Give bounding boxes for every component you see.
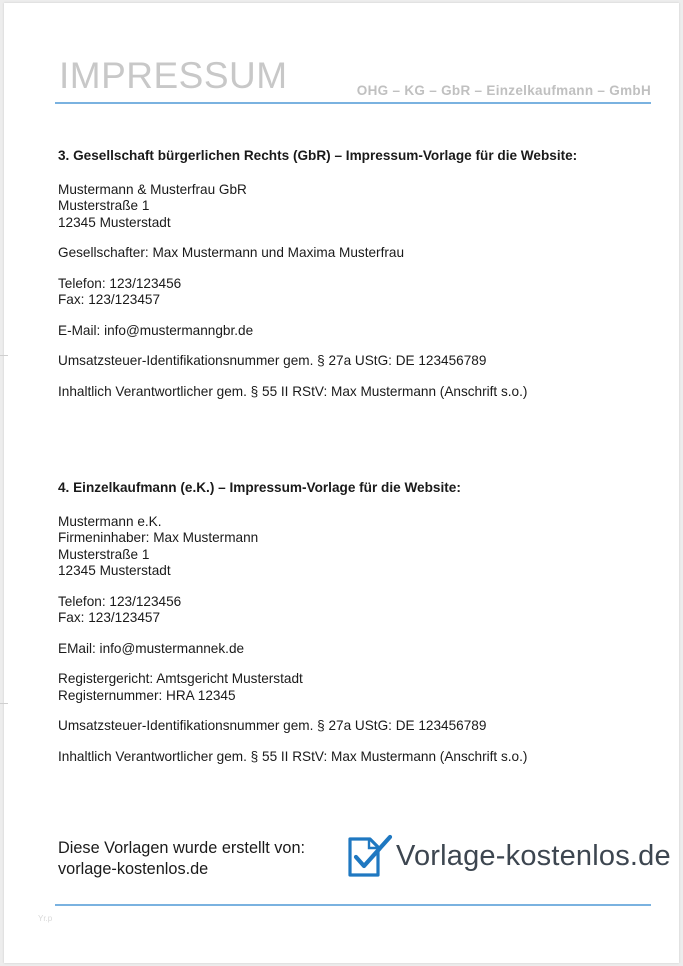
margin-mark [0, 703, 8, 704]
section-gbr-partners: Gesellschafter: Max Mustermann und Maxima Musterfrau [58, 245, 405, 260]
address-line: Musterstraße 1 [58, 546, 150, 562]
section-gbr-fax: Fax: 123/123457 [58, 292, 161, 307]
page-subtitle: OHG – KG – GbR – Einzelkaufmann – GmbH [356, 83, 651, 98]
section-gbr-email: E-Mail: info@mustermanngbr.de [58, 322, 254, 338]
address-line: Mustermann & Musterfrau GbR [58, 181, 247, 197]
document-page [4, 3, 679, 963]
logo-wordmark: Vorlage-kostenlos.de [396, 839, 671, 872]
page-number: Yr.p [38, 914, 53, 923]
header-divider [55, 102, 651, 104]
page-title: IMPRESSUM [59, 55, 288, 96]
section-gbr-heading: 3. Gesellschaft bürgerlichen Rechts (GbR) – Impressum-Vorlage für die Website: [58, 148, 578, 163]
section-ek-phone: Telefon: 123/123456 [58, 593, 182, 609]
document-body [58, 148, 658, 765]
section-ek-email: EMail: info@mustermannek.de [58, 640, 245, 656]
footer-divider [55, 904, 651, 906]
section-gbr-address [58, 182, 658, 232]
brand-logo [346, 833, 671, 879]
section-ek-address [58, 514, 658, 580]
address-line: Musterstraße 1 [58, 198, 150, 213]
footer-credit-line: Diese Vorlagen wurde erstellt von: [58, 839, 306, 857]
footer-credit [58, 838, 305, 880]
section-ek-heading: 4. Einzelkaufmann (e.K.) – Impressum-Vorlage für die Website: [58, 480, 461, 495]
section-ek-responsible: Inhaltlich Verantwortlicher gem. § 55 II RStV: Max Mustermann (Anschrift s.o.) [58, 748, 528, 764]
margin-mark [0, 355, 8, 356]
section-ek-vat: Umsatzsteuer-Identifikationsnummer gem. § 27a UStG: DE 123456789 [58, 718, 487, 733]
section-gbr-responsible: Inhaltlich Verantwortlicher gem. § 55 II RStV: Max Mustermann (Anschrift s.o.) [58, 383, 528, 399]
footer-credit-site: vorlage-kostenlos.de [58, 860, 209, 878]
section-ek-register-number: Registernummer: HRA 12345 [58, 687, 236, 703]
section-gbr-phone: Telefon: 123/123456 [58, 275, 182, 291]
section-gbr-vat: Umsatzsteuer-Identifikationsnummer gem. § 27a UStG: DE 123456789 [58, 353, 487, 368]
address-line: 12345 Musterstadt [58, 214, 171, 230]
address-line: Mustermann e.K. [58, 513, 162, 529]
section-ek-fax: Fax: 123/123457 [58, 610, 161, 625]
address-line: 12345 Musterstadt [58, 563, 171, 578]
section-ek-register-court: Registergericht: Amtsgericht Musterstadt [58, 671, 303, 686]
address-line: Firmeninhaber: Max Mustermann [58, 530, 259, 545]
document-checkmark-icon [346, 833, 394, 879]
